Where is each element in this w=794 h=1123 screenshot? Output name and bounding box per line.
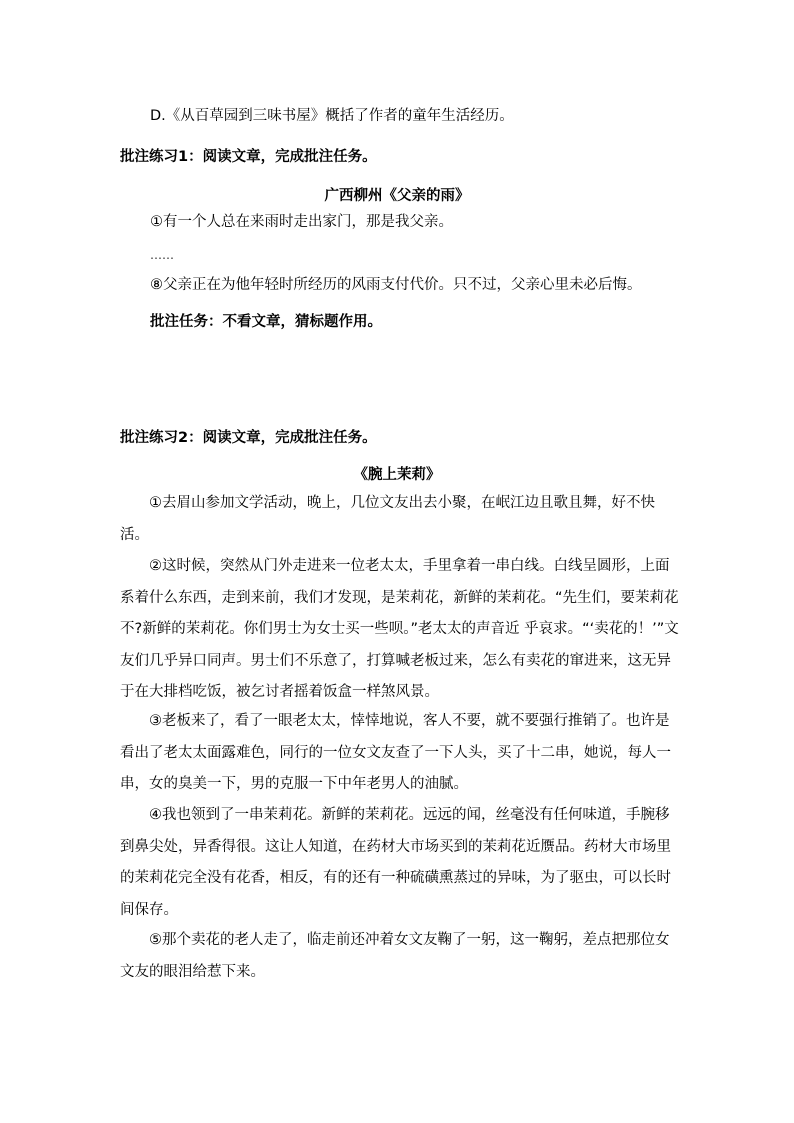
paragraph-text: ①去眉山参加文学活动，晚上，几位文友出去小聚，在岷江边且歌且舞，好不快活。: [120, 495, 655, 543]
exercise2-paragraph-1: [120, 488, 680, 551]
exercise2-paragraph-5: [120, 925, 680, 988]
exercise1-task: 批注任务：不看文章，猜标题作用。: [150, 314, 382, 330]
exercise1-line-1: ①有一个人总在来雨时走出家门，那是我父亲。: [150, 214, 453, 230]
exercise1-line-8: ⑧父亲正在为他年轻时所经历的风雨支付代价。只不过，父亲心里未必后悔。: [150, 277, 642, 293]
exercise1-title: 广西柳州《父亲的雨》: [324, 188, 470, 204]
paragraph-text: ③老板来了，看了一眼老太太，悻悻地说，客人不要，就不要强行推销了。也许是看出了老太太面露难色，同行的一位女文友查了一下人头，买了十二串，她说，每人一串，女的臭美一下，男的克服一下中年老男人的油腻。: [120, 713, 671, 792]
exercise2-paragraph-2: [120, 551, 680, 709]
paragraph-text: ④我也领到了一串茉莉花。新鲜的茉莉花。远远的闻，丝毫没有任何味道，手腕移到鼻尖处，异香得很。这让人知道，在药材大市场买到的茉莉花近赝品。药材大市场里的茉莉花完全没有花香，相反，有的还有一种硫磺熏蒸过的异味，为了驱虫，可以长时间保存。: [120, 807, 671, 918]
option-d-text: D.《从百草园到三味书屋》概括了作者的童年生活经历。: [150, 108, 514, 124]
exercise2-paragraph-3: [120, 706, 680, 801]
exercise1-heading: 批注练习1：阅读文章，完成批注任务。: [120, 149, 377, 165]
exercise2-heading: 批注练习2：阅读文章，完成批注任务。: [120, 430, 377, 446]
paragraph-text: ②这时候，突然从门外走进来一位老太太，手里拿着一串白线。白线呈圆形，上面系着什么东西，走到来前，我们才发现，是茉莉花，新鲜的茉莉花。“先生们，要茉莉花不?新鲜的茉莉花。你们男士为女士买一些呗。”老太太的声音近 乎哀求。“‘卖花的！’”文友们几乎异口同声。男士们不乐意了，打算喊老板过来，怎么有卖花的窜进来，这无异于在大排档吃饭，被乞讨者摇着饭盒一样煞风景。: [120, 558, 679, 700]
exercise2-title: 《腕上茉莉》: [353, 467, 441, 483]
exercise1-ellipsis: ……: [150, 248, 174, 262]
paragraph-text: ⑤那个卖花的老人走了，临走前还冲着女文友鞠了一躬，这一鞠躬，差点把那位女文友的眼泪给惹下来。: [120, 932, 670, 980]
exercise2-paragraph-4: [120, 800, 680, 926]
